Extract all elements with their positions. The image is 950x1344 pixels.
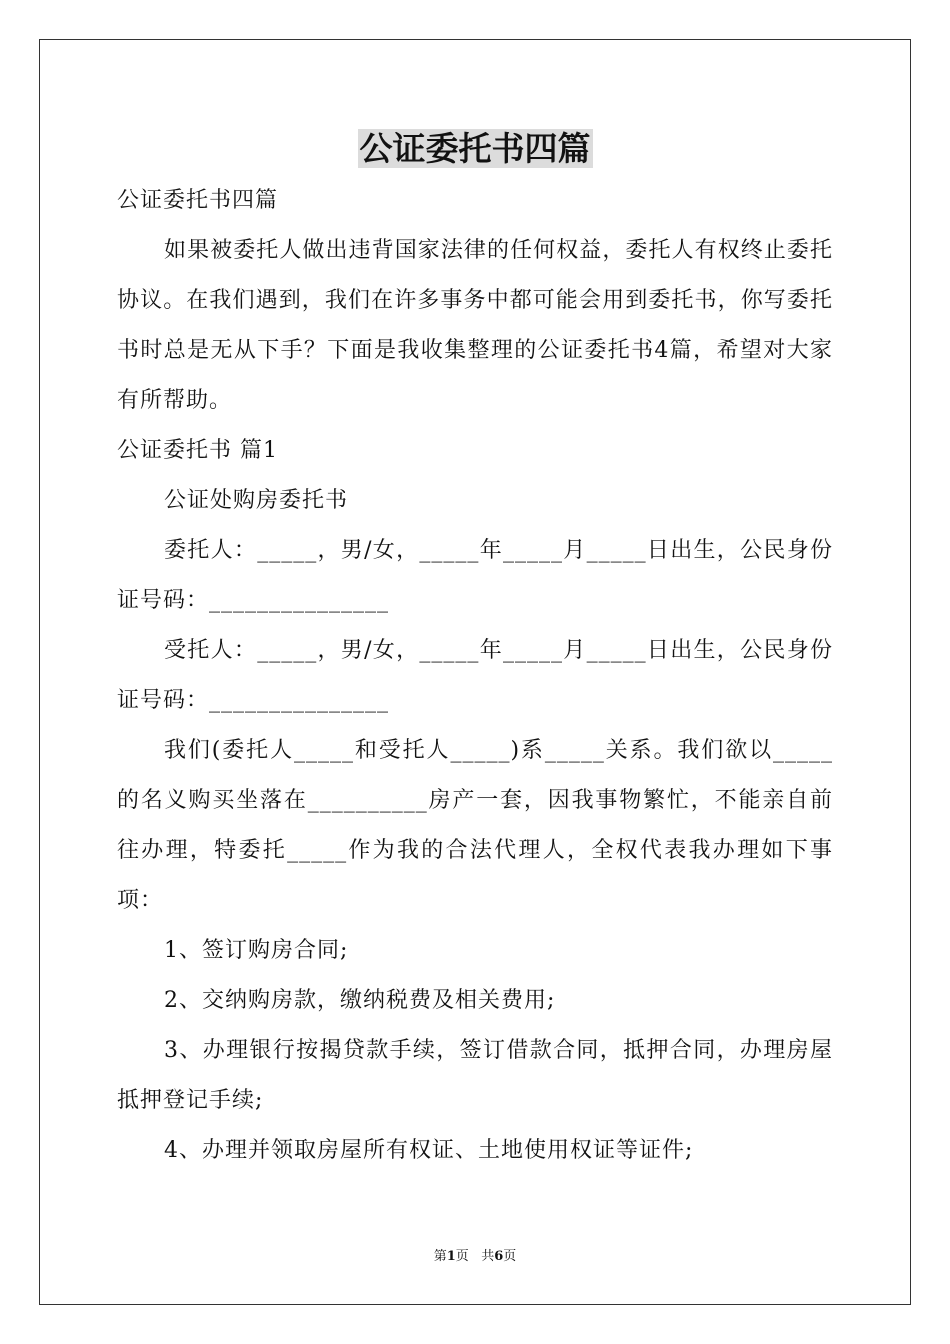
document-body (117, 176, 833, 1176)
list-item: 3、办理银行按揭贷款手续，签订借款合同，抵押合同，办理房屋抵押登记手续; (117, 1038, 833, 1113)
footer-total-prefix: 共 (481, 1249, 495, 1264)
relationship-paragraph: 我们(委托人_____和受托人_____)系_____关系。我们欲以_____的名义购买坐落在__________房产一套，因我事物繁忙，不能亲自前往办理，特委托_____作为我的合法代理人，全权代表我办理如下事项： (117, 738, 833, 913)
document-title (0, 127, 950, 171)
section-heading: 公证委托书 篇1 (117, 438, 278, 463)
agent-paragraph: 受托人：_____，男/女，_____年_____月_____日出生，公民身份证号码：_______________ (117, 638, 833, 713)
footer-page-suffix: 页 (455, 1249, 469, 1264)
list-item: 2、交纳购房款，缴纳税费及相关费用; (164, 988, 556, 1013)
intro-paragraph: 如果被委托人做出违背国家法律的任何权益，委托人有权终止委托协议。在我们遇到，我们在许多事务中都可能会用到委托书，你写委托书时总是无从下手？下面是我收集整理的公证委托书4篇，希望对大家有所帮助。 (117, 238, 833, 413)
footer-total-suffix: 页 (503, 1249, 517, 1264)
subtitle-line: 公证委托书四篇 (117, 188, 279, 213)
document-title-text: 公证委托书四篇 (359, 129, 591, 168)
list-item: 1、签订购房合同; (164, 938, 349, 963)
footer-page-prefix: 第 (433, 1249, 447, 1264)
footer-total-number: 6 (494, 1249, 504, 1264)
letter-heading: 公证处购房委托书 (164, 488, 349, 513)
principal-paragraph: 委托人：_____，男/女，_____年_____月_____日出生，公民身份证号码：_______________ (117, 538, 833, 613)
page-footer (0, 1247, 950, 1267)
list-item: 4、办理并领取房屋所有权证、土地使用权证等证件; (164, 1138, 694, 1163)
footer-page-number: 1 (446, 1249, 456, 1264)
